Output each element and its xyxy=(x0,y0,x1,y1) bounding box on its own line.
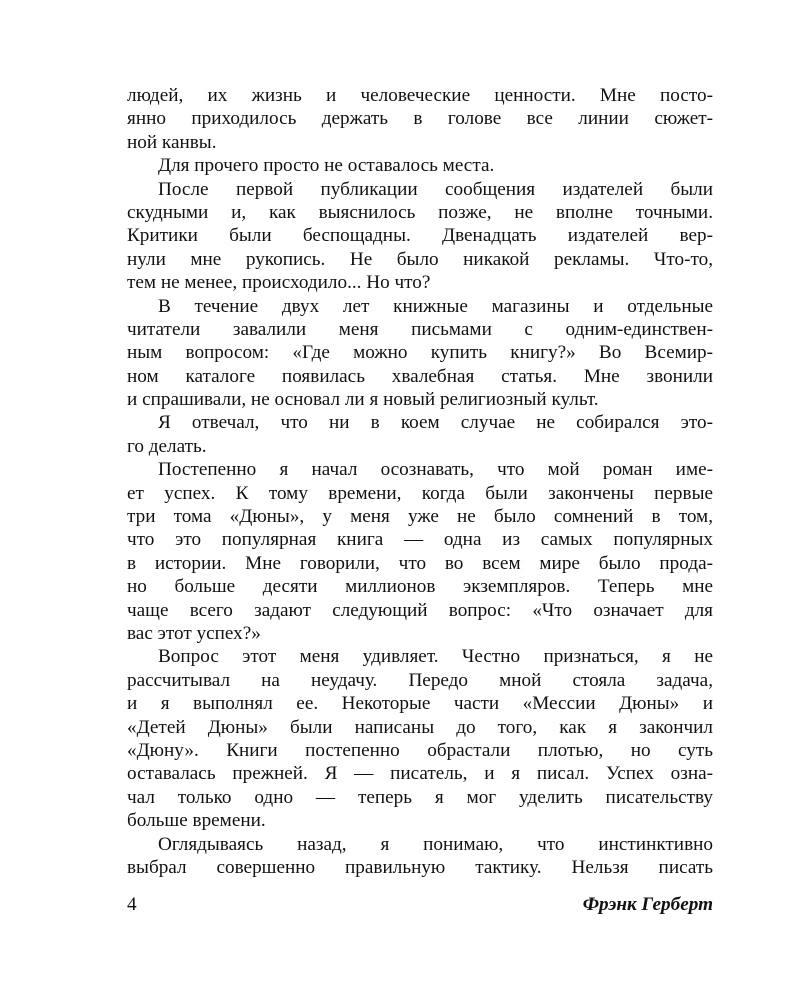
text-line: но больше десяти миллионов экземпляров. Теперь мне xyxy=(127,576,713,598)
text-line: Постепенно я начал осознавать, что мой роман име- xyxy=(158,459,713,481)
text-line: людей, их жизнь и человеческие ценности. Мне посто- xyxy=(127,85,713,106)
text-line: оставалась прежней. Я — писатель, и я писал. Успех озна- xyxy=(127,763,713,785)
text-line: Вопрос этот меня удивляет. Честно признаться, я не xyxy=(158,646,713,668)
text-line: «Дюну». Книги постепенно обрастали плотью, но суть xyxy=(127,739,713,761)
text-line: больше времени. xyxy=(127,810,266,832)
text-line: и я выполнял ее. Некоторые части «Мессии Дюны» и xyxy=(127,693,713,715)
text-line: «Детей Дюны» были написаны до того, как я закончил xyxy=(127,716,713,738)
text-line: читатели завалили меня письмами с одним-единствен- xyxy=(127,318,713,340)
text-line: чал только одно — теперь я мог уделить писательству xyxy=(127,786,713,808)
text-line: три тома «Дюны», у меня уже не было сомнений в том, xyxy=(127,506,713,528)
text-line: вас этот успех?» xyxy=(127,622,261,644)
page-footer xyxy=(127,892,713,918)
body-text xyxy=(127,84,713,879)
text-line: и спрашивали, не основал ли я новый религиозный культ. xyxy=(127,389,599,411)
text-line: в истории. Мне говорили, что во всем мире было прода- xyxy=(127,552,713,574)
text-line: чаще всего задают следующий вопрос: «Что означает для xyxy=(127,599,713,621)
text-line: нули мне рукопись. Не было никакой рекламы. Что-то, xyxy=(127,248,713,270)
text-line: В течение двух лет книжные магазины и отдельные xyxy=(158,295,713,317)
text-line: рассчитывал на неудачу. Передо мной стояла задача, xyxy=(127,669,713,691)
page-number: 4 xyxy=(127,894,137,915)
text-line: Критики были беспощадны. Двенадцать издателей вер- xyxy=(127,225,713,247)
text-line: Для прочего просто не оставалось места. xyxy=(158,155,495,177)
text-line: ным вопросом: «Где можно купить книгу?» Во Всемир- xyxy=(127,342,713,364)
text-line: скудными и, как выяснилось позже, не вполне точными. xyxy=(127,201,713,223)
text-line: ет успех. К тому времени, когда были закончены первые xyxy=(127,482,713,504)
text-line: янно приходилось держать в голове все линии сюжет- xyxy=(127,108,713,130)
running-title: Фрэнк Герберт xyxy=(582,894,713,915)
text-line: ной канвы. xyxy=(127,131,217,153)
text-line: ном каталоге появилась хвалебная статья. Мне звонили xyxy=(127,365,713,387)
text-line: тем не менее, происходило... Но что? xyxy=(127,272,431,294)
text-line: что это популярная книга — одна из самых популярных xyxy=(127,529,713,551)
text-line: го делать. xyxy=(127,435,207,457)
text-line: Я отвечал, что ни в коем случае не собирался это- xyxy=(158,412,713,434)
text-line: После первой публикации сообщения издателей были xyxy=(158,178,713,200)
text-line: Оглядываясь назад, я понимаю, что инстинктивно xyxy=(158,833,713,855)
text-line: выбрал совершенно правильную тактику. Нельзя писать xyxy=(127,856,713,878)
